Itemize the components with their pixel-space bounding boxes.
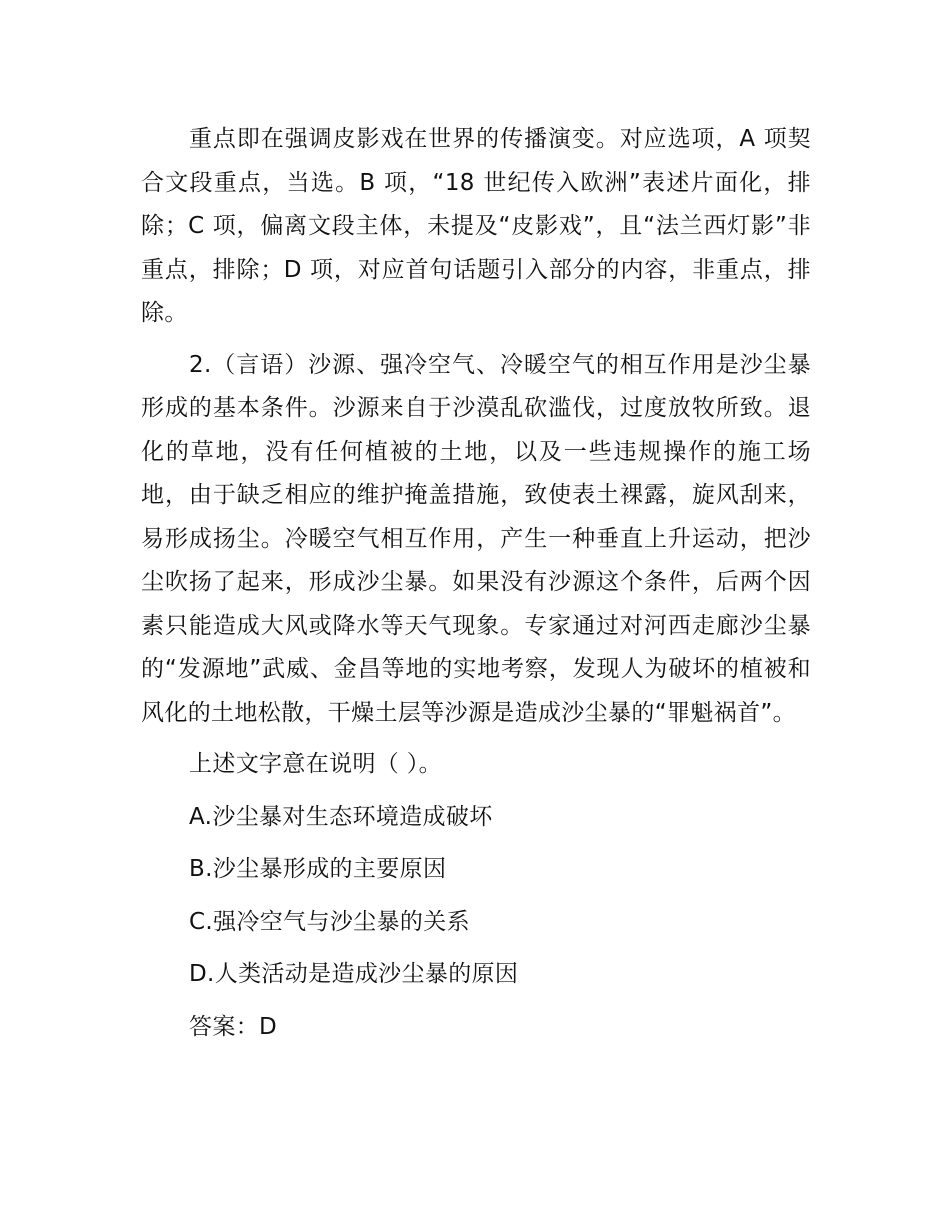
explanation-paragraph: 重点即在强调皮影戏在世界的传播演变。对应选项，A 项契合文段重点，当选。B 项，“18 世纪传入欧洲”表述片面化，排除；C 项，偏离文段主体，未提及“皮影戏”，且“法兰西灯影”非重点，排除；D 项，对应首句话题引入部分的内容，非重点，排除。 xyxy=(141,126,811,326)
document-body xyxy=(141,118,811,1049)
question-passage: 2.（言语）沙源、强冷空气、冷暖空气的相互作用是沙尘暴形成的基本条件。沙源来自于沙漠乱砍滥伐，过度放牧所致。退化的草地，没有任何植被的土地，以及一些违规操作的施工场地，由于缺乏相应的维护掩盖措施，致使表土裸露，旋风刮来，易形成扬尘。冷暖空气相互作用，产生一种垂直上升运动，把沙尘吹扬了起来，形成沙尘暴。如果没有沙源这个条件，后两个因素只能造成大风或降水等天气现象。专家通过对河西走廊沙尘暴的“发源地”武威、金昌等地的实地考察，发现人为破坏的植被和风化的土地松散，干燥土层等沙源是造成沙尘暴的“罪魁祸首”。 xyxy=(141,351,811,726)
option-b: B.沙尘暴形成的主要原因 xyxy=(189,856,447,882)
option-a: A.沙尘暴对生态环境造成破坏 xyxy=(189,803,493,830)
question-stem: 上述文字意在说明（ ）。 xyxy=(189,751,443,777)
option-c: C.强冷空气与沙尘暴的关系 xyxy=(189,908,470,935)
option-d: D.人类活动是造成沙尘暴的原因 xyxy=(189,961,519,987)
answer-line: 答案：D xyxy=(189,1013,278,1040)
